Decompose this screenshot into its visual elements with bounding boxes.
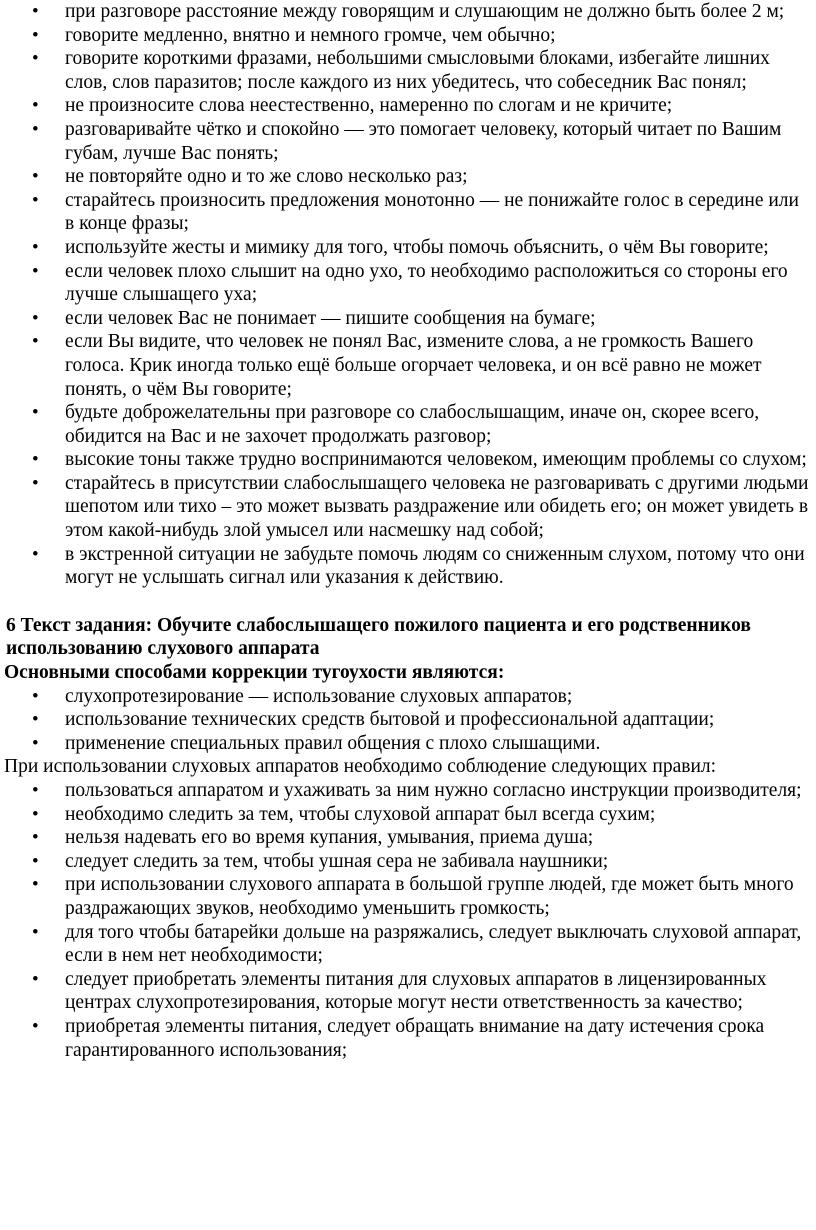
list-item: • при разговоре расстояние между говорящим и слушающим не должно быть более 2 м; bbox=[4, 0, 812, 24]
list-item: • в экстренной ситуации не забудьте помочь людям со сниженным слухом, потому что они могут не услышать сигнал или указания к действию. bbox=[4, 543, 812, 590]
list-item: • нельзя надевать его во время купания, умывания, приема душа; bbox=[4, 826, 812, 850]
rules-intro: При использовании слуховых аппаратов необходимо соблюдение следующих правил: bbox=[4, 756, 717, 778]
list-item: • слухопротезирование — использование слуховых аппаратов; bbox=[4, 685, 812, 709]
communication-tips-list bbox=[4, 0, 812, 590]
list-item: • не произносите слова неестественно, намеренно по слогам и не кричите; bbox=[4, 94, 812, 118]
paragraph-spacer bbox=[4, 590, 812, 614]
list-item: • старайтесь в присутствии слабослышащего человека не разговаривать с другими людьми шепотом или тихо – это может вызвать раздражение или обидеть его; он может увидеть в этом какой-нибудь злой умысел или насмешку над собой; bbox=[4, 472, 812, 543]
list-item: • следует приобретать элементы питания для слуховых аппаратов в лицензированных центрах слухопротезирования, которые могут нести ответственность за качество; bbox=[4, 968, 812, 1015]
list-item: • следует следить за тем, чтобы ушная сера не забивала наушники; bbox=[4, 850, 812, 874]
list-item: • говорите короткими фразами, небольшими смысловыми блоками, избегайте лишних слов, слов паразитов; после каждого из них убедитесь, что собеседник Вас понял; bbox=[4, 47, 812, 94]
list-item: • необходимо следить за тем, чтобы слуховой аппарат был всегда сухим; bbox=[4, 803, 812, 827]
methods-heading: Основными способами коррекции тугоухости являются: bbox=[4, 662, 505, 684]
list-item: • приобретая элементы питания, следует обращать внимание на дату истечения срока гарантированного использования; bbox=[4, 1015, 812, 1062]
list-item: • не повторяйте одно и то же слово несколько раз; bbox=[4, 165, 812, 189]
hearing-aid-rules-list bbox=[4, 779, 812, 1062]
list-item: • использование технических средств бытовой и профессиональной адаптации; bbox=[4, 708, 812, 732]
list-item: • говорите медленно, внятно и немного громче, чем обычно; bbox=[4, 24, 812, 48]
task-title: 6 Текст задания: Обучите слабослышащего пожилого пациента и его родственников использованию слухового аппарата bbox=[6, 614, 751, 660]
list-item: • будьте доброжелательны при разговоре со слабослышащим, иначе он, скорее всего, обидится на Вас и не захочет продолжать разговор; bbox=[4, 401, 812, 448]
list-item: • старайтесь произносить предложения монотонно — не понижайте голос в середине или в конце фразы; bbox=[4, 189, 812, 236]
list-item: • если Вы видите, что человек не понял Вас, измените слова, а не громкость Вашего голоса. Крик иногда только ещё больше огорчает человека, и он всё равно не может понять, о чём Вы говорите; bbox=[4, 330, 812, 401]
list-item: • если человек плохо слышит на одно ухо, то необходимо расположиться со стороны его лучше слышащего уха; bbox=[4, 260, 812, 307]
list-item: • при использовании слухового аппарата в большой группе людей, где может быть много раздражающих звуков, необходимо уменьшить громкость; bbox=[4, 873, 812, 920]
list-item: • пользоваться аппаратом и ухаживать за ним нужно согласно инструкции производителя; bbox=[4, 779, 812, 803]
list-item: • для того чтобы батарейки дольше на разряжались, следует выключать слуховой аппарат, если в нем нет необходимости; bbox=[4, 921, 812, 968]
list-item: • применение специальных правил общения с плохо слышащими. bbox=[4, 732, 812, 756]
list-item: • разговаривайте чётко и спокойно — это помогает человеку, который читает по Вашим губам, лучше Вас понять; bbox=[4, 118, 812, 165]
list-item: • если человек Вас не понимает — пишите сообщения на бумаге; bbox=[4, 307, 812, 331]
list-item: • используйте жесты и мимику для того, чтобы помочь объяснить, о чём Вы говорите; bbox=[4, 236, 812, 260]
list-item: • высокие тоны также трудно воспринимаются человеком, имеющим проблемы со слухом; bbox=[4, 448, 812, 472]
correction-methods-list bbox=[4, 685, 812, 756]
